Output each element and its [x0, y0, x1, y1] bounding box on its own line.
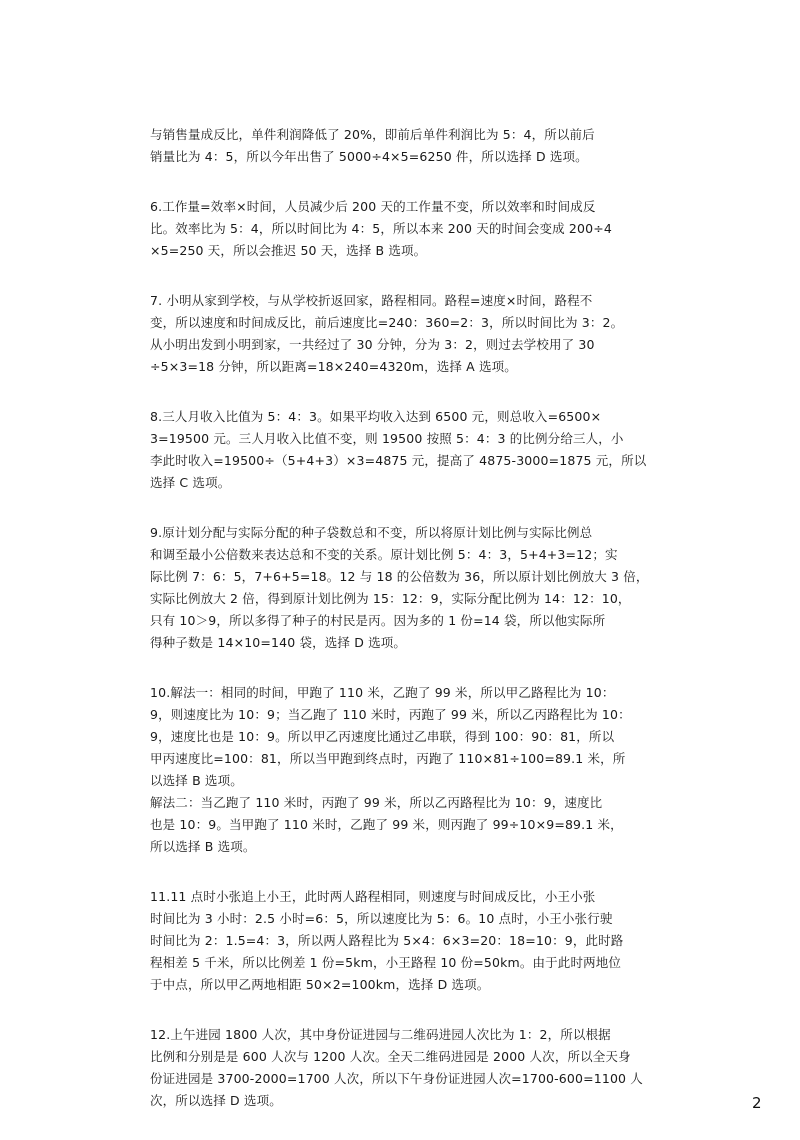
text-line: 变，所以速度和时间成反比，前后速度比=240：360=2：3，所以时间比为 3：2。 — [150, 315, 624, 330]
text-line: 选择 C 选项。 — [150, 475, 231, 490]
text-line: 9，则速度比为 10：9；当乙跑了 110 米时，丙跑了 99 米，所以乙丙路程比为 10： — [150, 707, 631, 722]
text-line: 得种子数是 14×10=140 袋，选择 D 选项。 — [150, 635, 407, 650]
paragraph — [150, 1024, 650, 1112]
text-line: 11.11 点时小张追上小王，此时两人路程相同，则速度与时间成反比，小王小张 — [150, 889, 596, 904]
text-line: 和调至最小公倍数来表达总和不变的关系。原计划比例 5：4：3，5+4+3=12；实 — [150, 547, 618, 562]
text-line: 也是 10：9。当甲跑了 110 米时，乙跑了 99 米，则丙跑了 99÷10×9=89.1 米， — [150, 817, 623, 832]
text-line: ×5=250 天，所以会推迟 50 天，选择 B 选项。 — [150, 243, 427, 258]
paragraph — [150, 522, 650, 654]
text-line: 时间比为 2：1.5=4：3，所以两人路程比为 5×4：6×3=20：18=10：9，此时路 — [150, 933, 624, 948]
text-line: 10.解法一：相同的时间，甲跑了 110 米，乙跑了 99 米，所以甲乙路程比为 10： — [150, 685, 615, 700]
text-line: 12.上午进园 1800 人次，其中身份证进园与二维码进园人次比为 1：2，所以根据 — [150, 1027, 611, 1042]
text-line: 比例和分别是是 600 人次与 1200 人次。全天二维码进园是 2000 人次，所以全天身 — [150, 1049, 631, 1064]
text-line: 8.三人月收入比值为 5：4：3。如果平均收入达到 6500 元，则总收入=6500× — [150, 409, 602, 424]
text-line: 于中点，所以甲乙两地相距 50×2=100km，选择 D 选项。 — [150, 977, 490, 992]
text-line: 比。效率比为 5：4，所以时间比为 4：5，所以本来 200 天的时间会变成 200÷4 — [150, 221, 612, 236]
page-number: 2 — [752, 1094, 762, 1112]
text-line: 7. 小明从家到学校，与从学校折返回家，路程相同。路程=速度×时间，路程不 — [150, 293, 593, 308]
paragraph — [150, 290, 650, 378]
text-line: 所以选择 B 选项。 — [150, 839, 256, 854]
text-line: 以选择 B 选项。 — [150, 773, 243, 788]
paragraph — [150, 196, 650, 262]
text-line: 3=19500 元。三人月收入比值不变，则 19500 按照 5：4：3 的比例分给三人，小 — [150, 431, 624, 446]
text-line: 程相差 5 千米，所以比例差 1 份=5km，小王路程 10 份=50km。由于此时两地位 — [150, 955, 622, 970]
text-line: 次，所以选择 D 选项。 — [150, 1093, 282, 1108]
text-line: 销量比为 4：5，所以今年出售了 5000÷4×5=6250 件，所以选择 D 选项。 — [150, 149, 588, 164]
paragraph — [150, 124, 650, 168]
text-line: ÷5×3=18 分钟，所以距离=18×240=4320m，选择 A 选项。 — [150, 359, 517, 374]
paragraph — [150, 682, 650, 858]
text-line: 9，速度比也是 10：9。所以甲乙丙速度比通过乙串联，得到 100：90：81，所以 — [150, 729, 615, 744]
text-line: 6.工作量=效率×时间，人员减少后 200 天的工作量不变，所以效率和时间成反 — [150, 199, 596, 214]
text-line: 份证进园是 3700-2000=1700 人次，所以下午身份证进园人次=1700-600=1100 人 — [150, 1071, 643, 1086]
text-line: 解法二：当乙跑了 110 米时，丙跑了 99 米，所以乙丙路程比为 10：9，速度比 — [150, 795, 603, 810]
paragraph — [150, 406, 650, 494]
document-body — [150, 124, 650, 1140]
text-line: 从小明出发到小明到家，一共经过了 30 分钟，分为 3：2，则过去学校用了 30 — [150, 337, 595, 352]
text-line: 只有 10＞9，所以多得了种子的村民是丙。因为多的 1 份=14 袋，所以他实际所 — [150, 613, 606, 628]
text-line: 9.原计划分配与实际分配的种子袋数总和不变，所以将原计划比例与实际比例总 — [150, 525, 593, 540]
text-line: 与销售量成反比，单件利润降低了 20%，即前后单件利润比为 5：4，所以前后 — [150, 127, 595, 142]
text-line: 际比例 7：6：5，7+6+5=18。12 与 18 的公倍数为 36，所以原计划比例放大 3 倍， — [150, 569, 649, 584]
text-line: 实际比例放大 2 倍，得到原计划比例为 15：12：9，实际分配比例为 14：12：10， — [150, 591, 631, 606]
paragraph — [150, 886, 650, 996]
text-line: 甲丙速度比=100：81，所以当甲跑到终点时，丙跑了 110×81÷100=89.1 米，所 — [150, 751, 626, 766]
text-line: 时间比为 3 小时：2.5 小时=6：5，所以速度比为 5：6。10 点时，小王小张行驶 — [150, 911, 613, 926]
text-line: 李此时收入=19500÷（5+4+3）×3=4875 元，提高了 4875-3000=1875 元，所以 — [150, 453, 647, 468]
